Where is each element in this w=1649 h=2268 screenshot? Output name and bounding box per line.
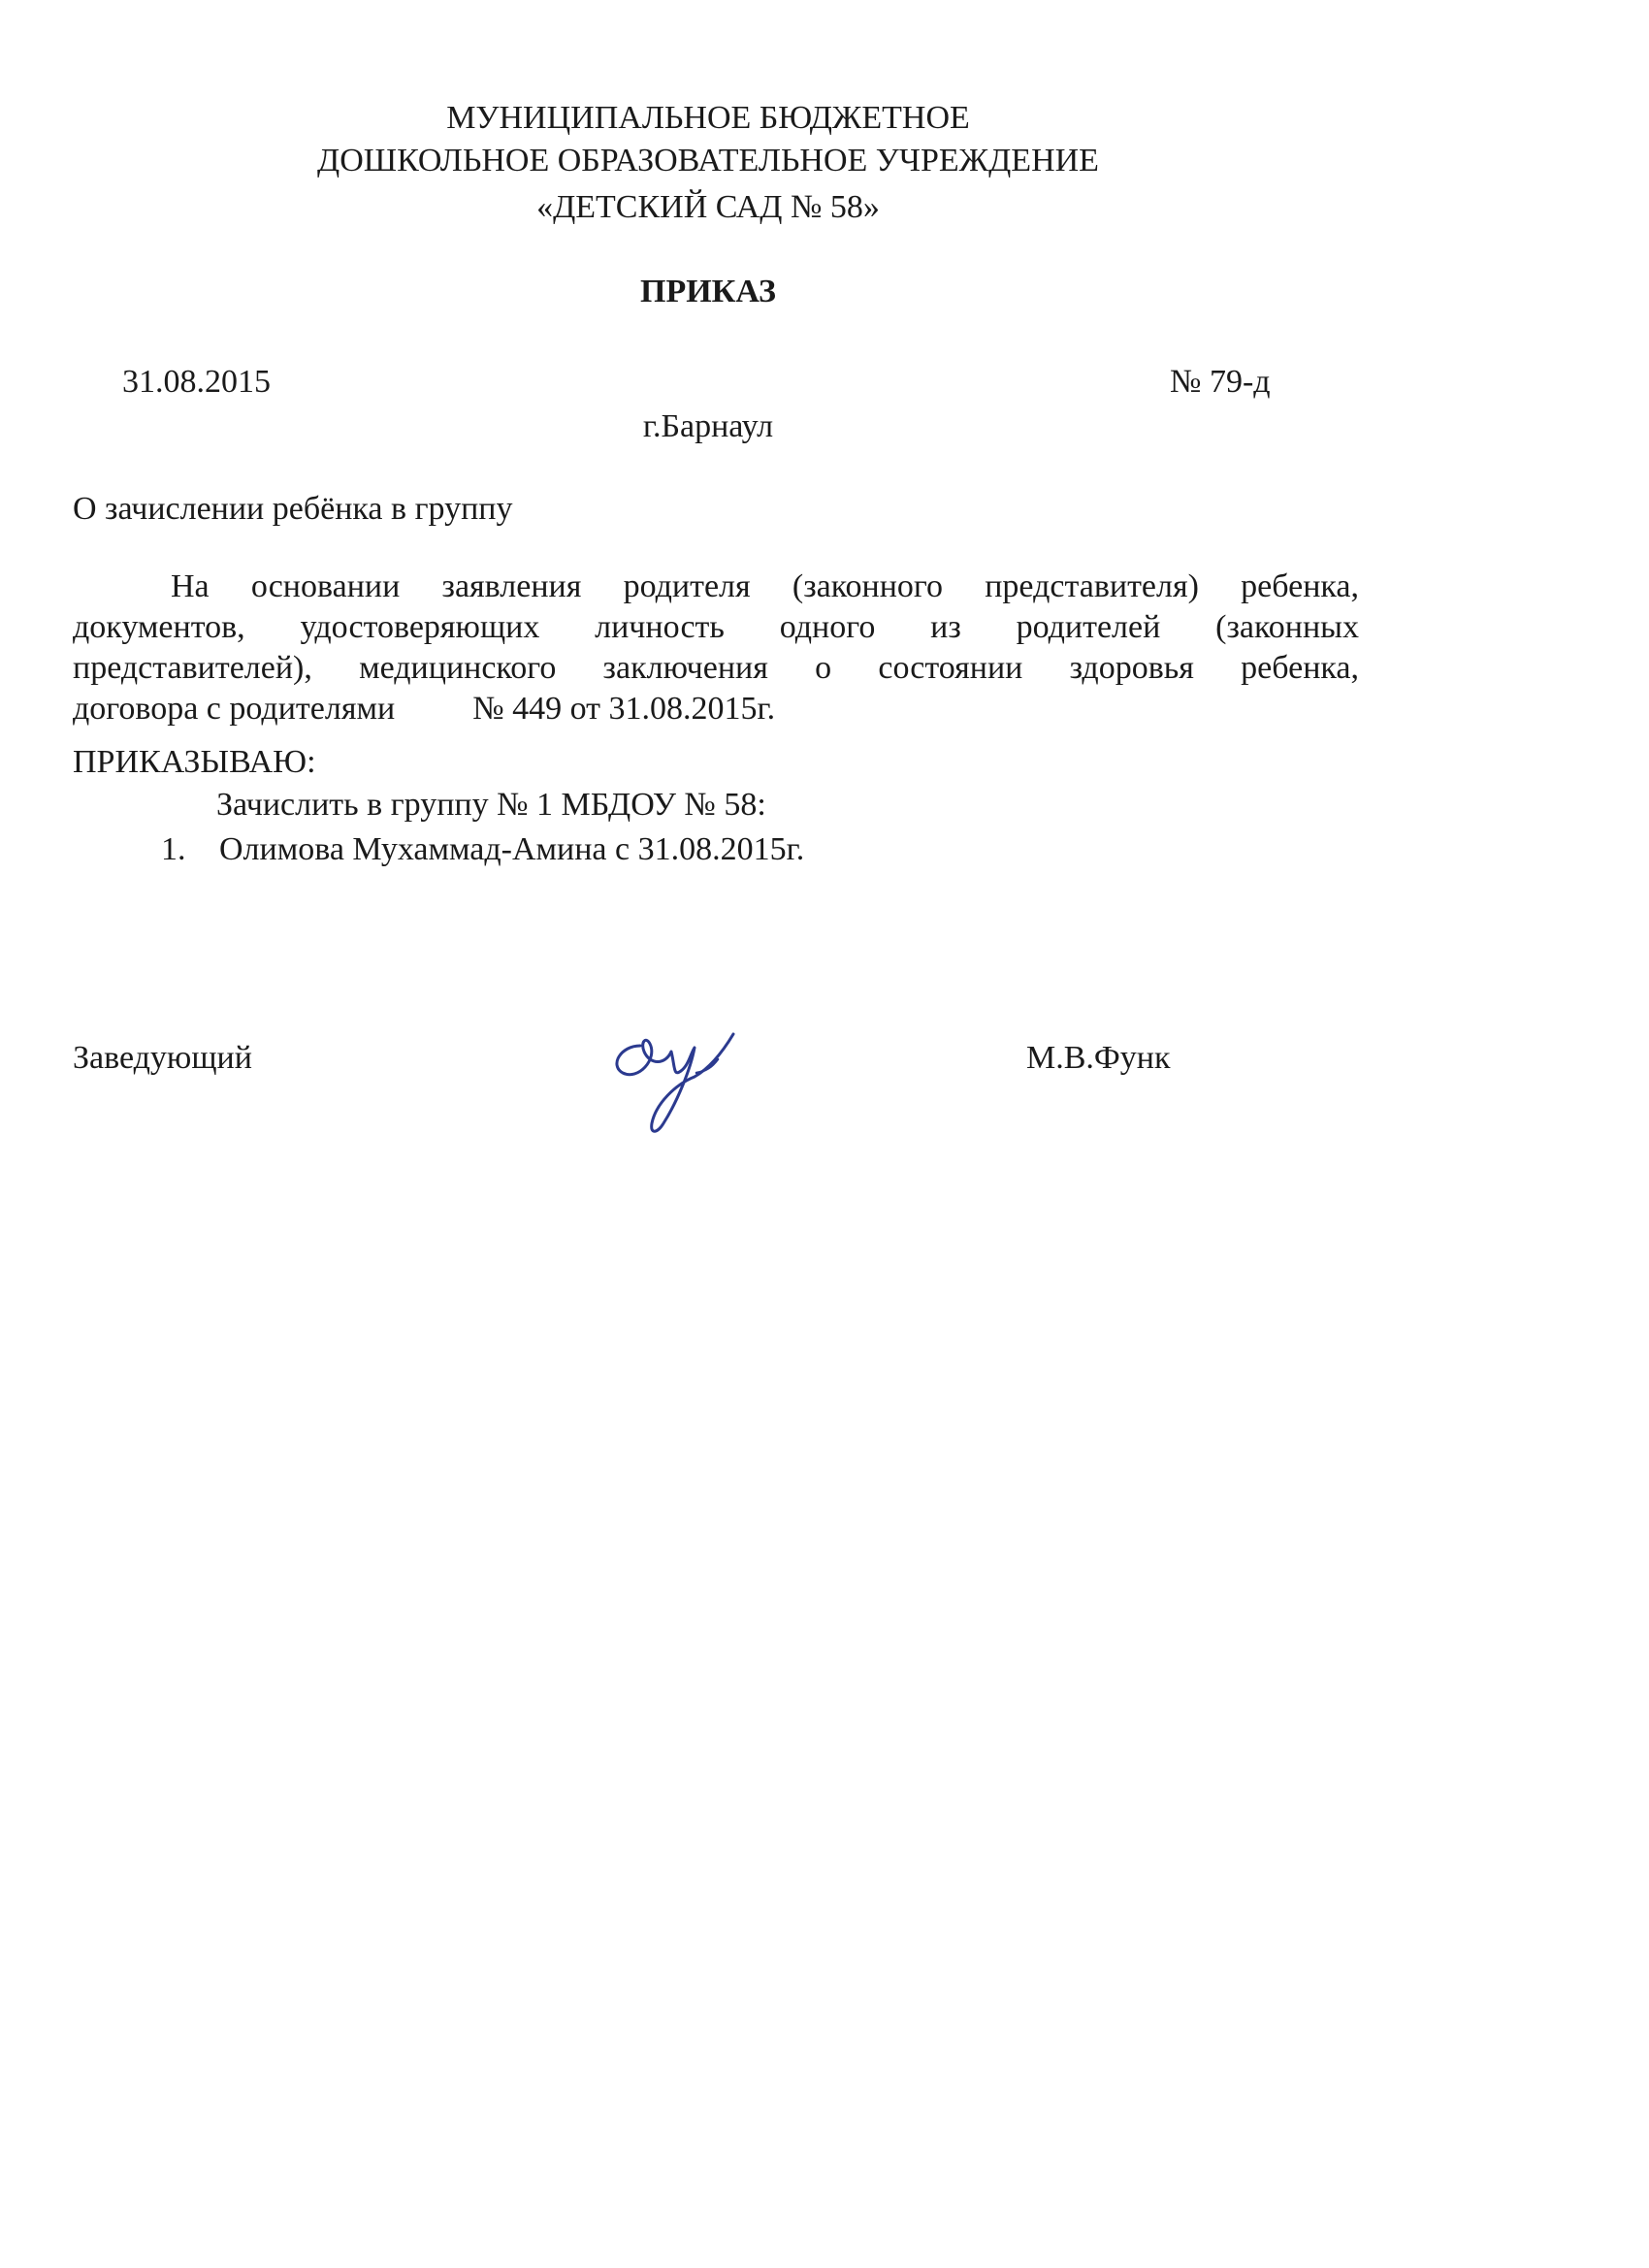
- signatory-position: Заведующий: [73, 1040, 252, 1076]
- basis-line-4-start: договора с родителями: [73, 691, 396, 727]
- order-subject: О зачислении ребёнка в группу: [73, 491, 513, 527]
- handwritten-signature: [601, 1009, 766, 1140]
- basis-line-4: [73, 689, 1359, 729]
- basis-line-1: На основании заявления родителя (законного представителя) ребенка,: [171, 568, 1359, 604]
- org-name-line-2: ДОШКОЛЬНОЕ ОБРАЗОВАТЕЛЬНОЕ УЧРЕЖДЕНИЕ: [317, 143, 1099, 178]
- basis-line-3: представителей), медицинского заключения о состоянии здоровья ребенка,: [73, 650, 1359, 686]
- list-item: Олимова Мухаммад-Амина с 31.08.2015г.: [219, 831, 805, 867]
- contract-reference: № 449 от 31.08.2015г.: [472, 691, 776, 727]
- document-title: ПРИКАЗ: [640, 274, 776, 309]
- basis-paragraph: [73, 567, 1359, 729]
- list-item-number: 1.: [161, 831, 186, 867]
- order-number: № 79-д: [1170, 364, 1271, 400]
- order-word: ПРИКАЗЫВАЮ:: [73, 744, 316, 780]
- org-name-line-1: МУНИЦИПАЛЬНОЕ БЮДЖЕТНОЕ: [446, 100, 970, 136]
- enroll-statement: Зачислить в группу № 1 МБДОУ № 58:: [216, 787, 766, 823]
- order-date: 31.08.2015: [122, 364, 271, 400]
- basis-line-2: документов, удостоверяющих личность одного из родителей (законных: [73, 609, 1359, 645]
- org-name-line-3: «ДЕТСКИЙ САД № 58»: [536, 189, 880, 225]
- signatory-name: М.В.Функ: [1026, 1040, 1171, 1076]
- order-city: г.Барнаул: [642, 408, 774, 444]
